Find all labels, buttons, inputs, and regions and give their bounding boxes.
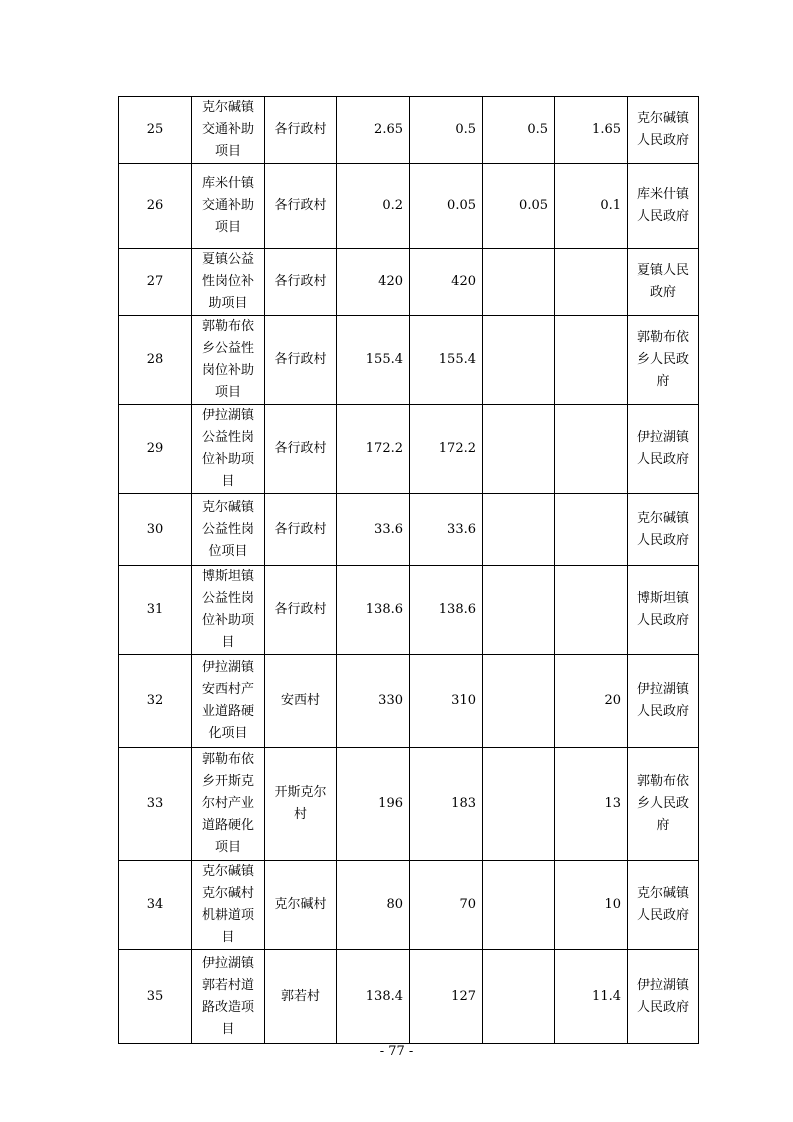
responsible-org-cell: 博斯坦镇人民政府: [628, 566, 699, 655]
row-number-cell: 34: [119, 861, 192, 950]
location-cell: 各行政村: [265, 566, 337, 655]
fund-source-2-cell: [483, 405, 555, 494]
fund-source-2-cell: 0.5: [483, 97, 555, 164]
fund-source-1-cell: 0.5: [410, 97, 483, 164]
project-name-cell: 郭勒布依乡公益性岗位补助项目: [192, 316, 265, 405]
table-row: [119, 950, 699, 1044]
table-row: [119, 164, 699, 249]
row-number-cell: 25: [119, 97, 192, 164]
row-number-cell: 26: [119, 164, 192, 249]
total-investment-cell: 330: [337, 655, 410, 748]
fund-source-3-cell: 10: [555, 861, 628, 950]
fund-source-1-cell: 155.4: [410, 316, 483, 405]
total-investment-cell: 196: [337, 748, 410, 861]
fund-source-3-cell: [555, 316, 628, 405]
table-row: [119, 861, 699, 950]
table-row: [119, 655, 699, 748]
total-investment-cell: 155.4: [337, 316, 410, 405]
responsible-org-cell: 克尔碱镇人民政府: [628, 97, 699, 164]
responsible-org-cell: 克尔碱镇人民政府: [628, 861, 699, 950]
fund-source-1-cell: 70: [410, 861, 483, 950]
table-row: [119, 748, 699, 861]
total-investment-cell: 2.65: [337, 97, 410, 164]
project-table: [118, 96, 699, 1044]
table-row: [119, 405, 699, 494]
responsible-org-cell: 郭勒布依乡人民政府: [628, 748, 699, 861]
responsible-org-cell: 克尔碱镇人民政府: [628, 494, 699, 566]
table-row: [119, 249, 699, 316]
fund-source-2-cell: [483, 494, 555, 566]
location-cell: 各行政村: [265, 405, 337, 494]
location-cell: 郭若村: [265, 950, 337, 1044]
location-cell: 各行政村: [265, 97, 337, 164]
location-cell: 克尔碱村: [265, 861, 337, 950]
fund-source-2-cell: [483, 316, 555, 405]
fund-source-1-cell: 172.2: [410, 405, 483, 494]
location-cell: 各行政村: [265, 249, 337, 316]
row-number-cell: 28: [119, 316, 192, 405]
project-name-cell: 郭勒布依乡开斯克尔村产业道路硬化项目: [192, 748, 265, 861]
row-number-cell: 35: [119, 950, 192, 1044]
location-cell: 各行政村: [265, 164, 337, 249]
fund-source-2-cell: [483, 861, 555, 950]
project-name-cell: 克尔碱镇克尔碱村机耕道项目: [192, 861, 265, 950]
fund-source-3-cell: [555, 249, 628, 316]
project-name-cell: 博斯坦镇公益性岗位补助项目: [192, 566, 265, 655]
location-cell: 各行政村: [265, 316, 337, 405]
fund-source-3-cell: 11.4: [555, 950, 628, 1044]
total-investment-cell: 138.6: [337, 566, 410, 655]
row-number-cell: 29: [119, 405, 192, 494]
fund-source-2-cell: [483, 748, 555, 861]
location-cell: 各行政村: [265, 494, 337, 566]
fund-source-3-cell: 1.65: [555, 97, 628, 164]
fund-source-1-cell: 183: [410, 748, 483, 861]
responsible-org-cell: 库米什镇人民政府: [628, 164, 699, 249]
responsible-org-cell: 郭勒布依乡人民政府: [628, 316, 699, 405]
row-number-cell: 30: [119, 494, 192, 566]
fund-source-3-cell: [555, 405, 628, 494]
project-name-cell: 克尔碱镇公益性岗位项目: [192, 494, 265, 566]
total-investment-cell: 138.4: [337, 950, 410, 1044]
project-name-cell: 伊拉湖镇郭若村道路改造项目: [192, 950, 265, 1044]
fund-source-1-cell: 310: [410, 655, 483, 748]
project-name-cell: 克尔碱镇交通补助项目: [192, 97, 265, 164]
fund-source-3-cell: 20: [555, 655, 628, 748]
fund-source-2-cell: 0.05: [483, 164, 555, 249]
project-name-cell: 伊拉湖镇公益性岗位补助项目: [192, 405, 265, 494]
location-cell: 开斯克尔村: [265, 748, 337, 861]
row-number-cell: 31: [119, 566, 192, 655]
fund-source-1-cell: 33.6: [410, 494, 483, 566]
table-row: [119, 494, 699, 566]
table-row: [119, 566, 699, 655]
total-investment-cell: 33.6: [337, 494, 410, 566]
fund-source-3-cell: 13: [555, 748, 628, 861]
fund-source-1-cell: 138.6: [410, 566, 483, 655]
total-investment-cell: 172.2: [337, 405, 410, 494]
total-investment-cell: 420: [337, 249, 410, 316]
fund-source-2-cell: [483, 655, 555, 748]
project-name-cell: 夏镇公益性岗位补助项目: [192, 249, 265, 316]
fund-source-1-cell: 127: [410, 950, 483, 1044]
fund-source-2-cell: [483, 950, 555, 1044]
page-number: - 77 -: [379, 1044, 414, 1059]
table-row: [119, 97, 699, 164]
responsible-org-cell: 伊拉湖镇人民政府: [628, 405, 699, 494]
responsible-org-cell: 夏镇人民政府: [628, 249, 699, 316]
fund-source-2-cell: [483, 249, 555, 316]
fund-source-1-cell: 420: [410, 249, 483, 316]
location-cell: 安西村: [265, 655, 337, 748]
table-row: [119, 316, 699, 405]
fund-source-3-cell: [555, 566, 628, 655]
row-number-cell: 27: [119, 249, 192, 316]
project-name-cell: 库米什镇交通补助项目: [192, 164, 265, 249]
responsible-org-cell: 伊拉湖镇人民政府: [628, 655, 699, 748]
fund-source-1-cell: 0.05: [410, 164, 483, 249]
table-body: [119, 97, 699, 1044]
fund-source-3-cell: 0.1: [555, 164, 628, 249]
row-number-cell: 33: [119, 748, 192, 861]
project-name-cell: 伊拉湖镇安西村产业道路硬化项目: [192, 655, 265, 748]
responsible-org-cell: 伊拉湖镇人民政府: [628, 950, 699, 1044]
total-investment-cell: 0.2: [337, 164, 410, 249]
total-investment-cell: 80: [337, 861, 410, 950]
row-number-cell: 32: [119, 655, 192, 748]
fund-source-3-cell: [555, 494, 628, 566]
fund-source-2-cell: [483, 566, 555, 655]
